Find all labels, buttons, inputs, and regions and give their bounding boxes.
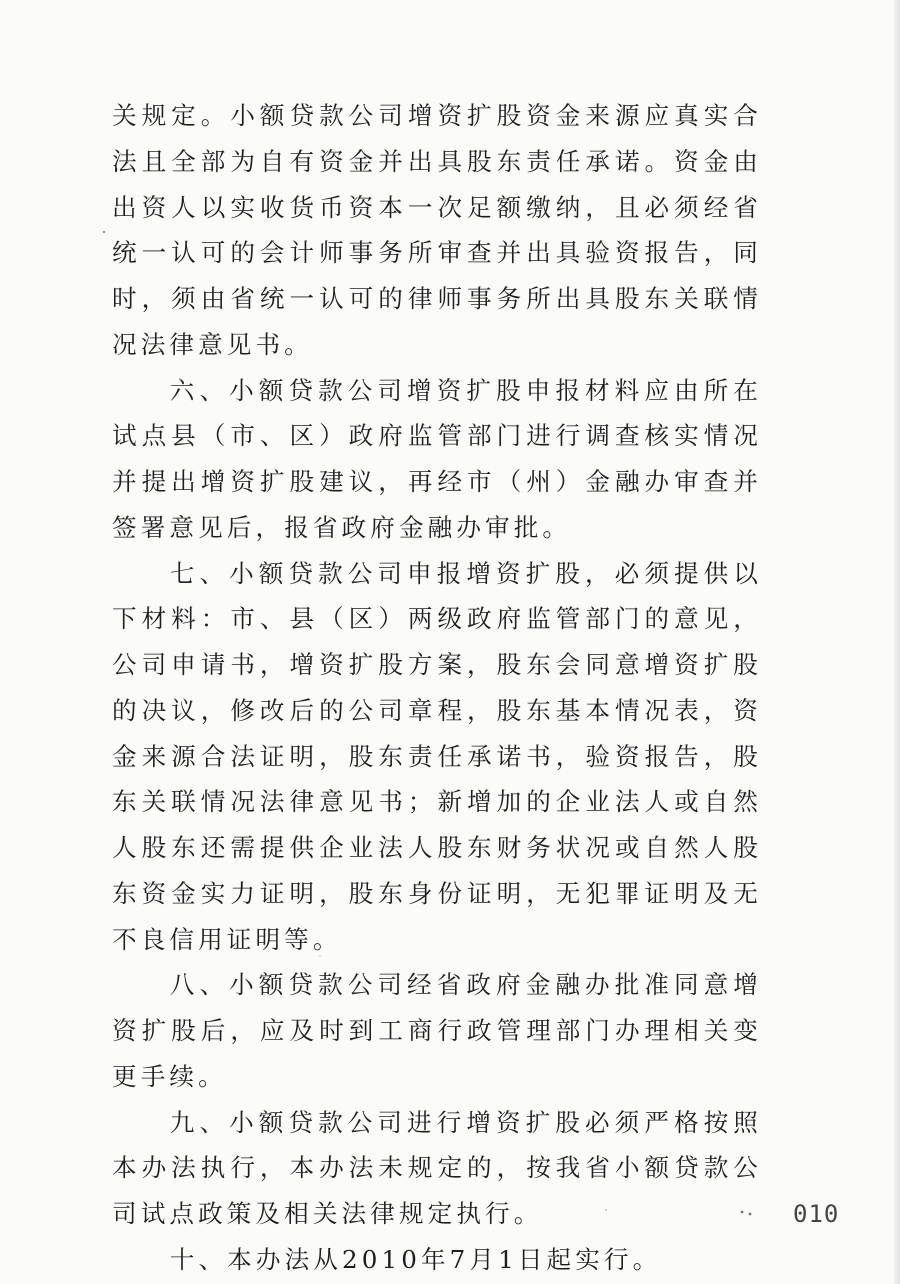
document-body xyxy=(112,93,762,1283)
paragraph-continuation: 关规定。小额贷款公司增资扩股资金来源应真实合法且全部为自有资金并出具股东责任承诺。资金由出资人以实收货币资本一次足额缴纳，且必须经省统一认可的会计师事务所审查并出具验资报告，同时，须由省统一认可的律师事务所出具股东关联情况法律意见书。 xyxy=(112,101,762,359)
paragraph-article-8: 八、小额贷款公司经省政府金融办批准同意增资扩股后，应及时到工商行政管理部门办理相关变更手续。 xyxy=(112,970,762,1091)
paragraph-article-10: 十、本办法从2010年7月1日起实行。 xyxy=(169,1244,662,1274)
paragraph-article-9: 九、小额贷款公司进行增资扩股必须严格按照本办法执行，本办法未规定的，按我省小额贷款公司试点政策及相关法律规定执行。 xyxy=(112,1107,762,1228)
page-number: 010 xyxy=(793,1200,840,1228)
paragraph-article-7: 七、小额贷款公司申报增资扩股，必须提供以下材料：市、县（区）两级政府监管部门的意见，公司申请书，增资扩股方案，股东会同意增资扩股的决议，修改后的公司章程，股东基本情况表，资金来源合法证明，股东责任承诺书，验资报告，股东关联情况法律意见书；新增加的企业法人或自然人股东还需提供企业法人股东财务状况或自然人股东资金实力证明，股东身份证明，无犯罪证明及无不良信用证明等。 xyxy=(112,558,762,954)
paragraph-article-6: 六、小额贷款公司增资扩股申报材料应由所在试点县（市、区）政府监管部门进行调查核实情况并提出增资扩股建议，再经市（州）金融办审查并签署意见后，报省政府金融办审批。 xyxy=(112,375,762,542)
scan-edge xyxy=(894,0,900,1284)
scan-speck xyxy=(103,231,105,233)
